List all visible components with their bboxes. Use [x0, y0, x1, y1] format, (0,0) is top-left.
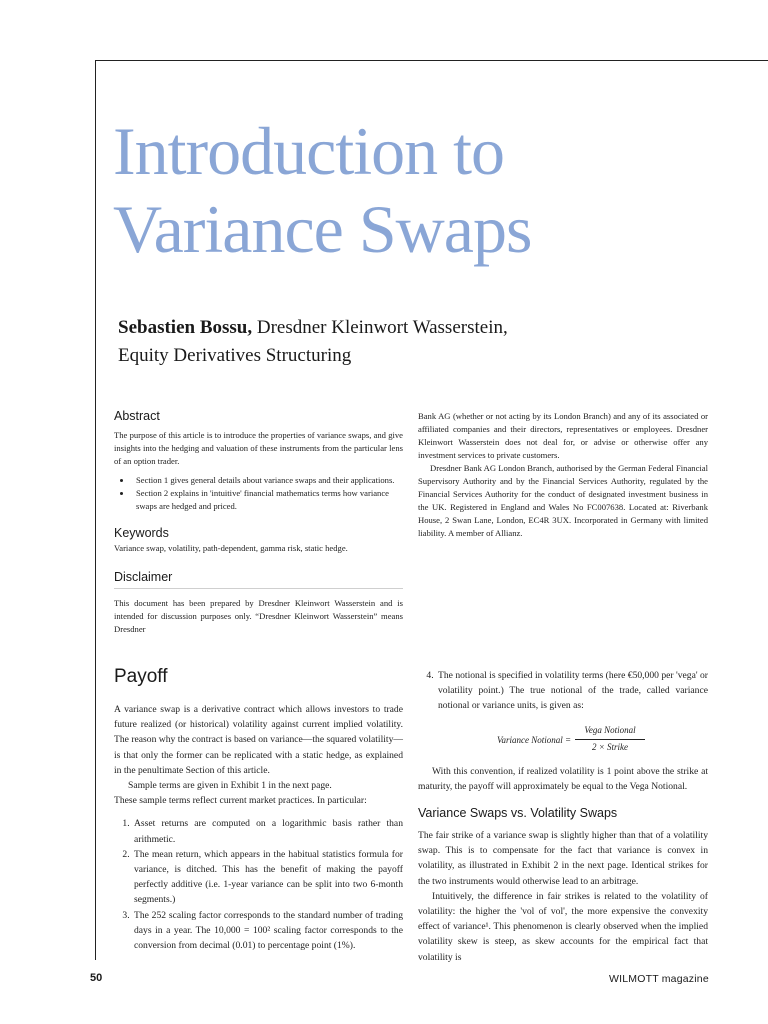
front-matter-left [114, 410, 403, 636]
after-formula-block [418, 764, 708, 794]
vs-section-body [418, 828, 708, 965]
vs-section-heading: Variance Swaps vs. Volatility Swaps [418, 806, 618, 820]
payoff-paragraph-1: A variance swap is a derivative contract which allows investors to trade future realized (or historical) volatility against current implied volatility. The reason why the contract is based on variance—the squared volatility—is that only the former can be replicated with a static hedge, as explained in the penultimate Section of this article. [114, 704, 403, 776]
keywords-text: Variance swap, volatility, path-dependent, gamma risk, static hedge. [114, 543, 348, 553]
disclaimer-heading: Disclaimer [114, 571, 403, 589]
formula-numerator: Vega Notional [584, 725, 636, 735]
payoff-list-item: 4. The notional is specified in volatility terms (here €50,000 per 'vega' or volatility point.) The true notional of the trade, called variance notional or variance units, is given as: [436, 668, 708, 714]
payoff-paragraph-2: Sample terms are given in Exhibit 1 in the next page. [128, 780, 332, 792]
frame-left-rule [95, 60, 96, 960]
page-number: 50 [90, 972, 103, 984]
formula-denominator: 2 × Strike [591, 742, 629, 752]
abstract-bullet: • Section 2 explains in 'intuitive' financial mathematics terms how variance swaps are hedged and priced. [132, 487, 403, 513]
title-line-2: Variance Swaps [113, 191, 532, 267]
author-block [118, 314, 678, 370]
magazine-name: WILMOTT magazine [609, 973, 709, 985]
disclaimer-paragraph-2: Dresdner Bank AG London Branch, authorised by the German Federal Financial Supervisory Authority and by the Financial Services Authority, regulated by the Financial Services Authority for the conduct of designated investment business in the UK. Registered in England and Wales No FC007638. Located at: Riverbank House, 2 Swan Lane, London, EC4R 3UX. Incorporated in Germany with limited liability. A member of Allianz. [418, 463, 708, 538]
payoff-list-item: 3. The 252 scaling factor corresponds to the standard number of trading days in a year. The 10,000 = 100² scaling factor corresponds to the conversion from decimal (0.01) to percentage point (1%). [132, 908, 403, 954]
payoff-right-column [418, 668, 708, 714]
disclaimer-text: This document has been prepared by Dresdner Kleinwort Wasserstein and is intended for discussion purposes only. “Dresdner Kleinwort Wasserstein” means Dresdner [114, 598, 403, 634]
payoff-list [114, 816, 403, 953]
variance-notional-formula [497, 725, 647, 755]
payoff-left-column [114, 702, 403, 953]
keywords-heading: Keywords [114, 526, 169, 540]
author-name: Sebastien Bossu, [118, 317, 253, 338]
after-formula-text: With this convention, if realized volatility is 1 point above the strike at maturity, the payoff will approximately be equal to the Vega Notional. [418, 766, 708, 793]
vs-paragraph-2: Intuitively, the difference in fair strikes is related to the volatility of volatility: the higher the 'vol of vol', the more expensive the convexity effect of variance¹. This phenomenon is clearly observed when the implied volatility skew is steep, as skew accounts for the empirical fact that volatility is [418, 890, 708, 963]
disclaimer-continued: Bank AG (whether or not acting by its London Branch) and any of its associated or affiliated companies and their directors, representatives or employees. Dresdner Kleinwort Wasserstein does not deal for, or advise or otherwise offer any investment services to private customers. [418, 411, 708, 460]
payoff-heading: Payoff [114, 666, 168, 687]
abstract-bullet: • Section 1 gives general details about variance swaps and their applications. [132, 474, 403, 487]
author-department: Equity Derivatives Structuring [118, 345, 352, 366]
formula-fraction-bar [575, 739, 645, 740]
abstract-bullets [114, 474, 403, 513]
title-line-1: Introduction to [113, 113, 505, 189]
payoff-list-continued [418, 668, 708, 714]
frame-top-rule [95, 60, 768, 61]
author-affiliation: Dresdner Kleinwort Wasserstein, [252, 317, 508, 338]
payoff-list-item: 1. Asset returns are computed on a logarithmic basis rather than arithmetic. [132, 816, 403, 846]
article-title [113, 112, 713, 268]
formula-lhs: Variance Notional = [497, 735, 572, 745]
abstract-heading: Abstract [114, 409, 160, 423]
payoff-paragraph-3: These sample terms reflect current market practices. In particular: [114, 795, 367, 807]
abstract-text: The purpose of this article is to introduce the properties of variance swaps, and give insights into the hedging and valuation of these instruments from the particular lens of an option trader. [114, 430, 403, 466]
vs-paragraph-1: The fair strike of a variance swap is slightly higher than that of a volatility swap. This is to compensate for the fact that variance is convex in volatility, as illustrated in Exhibit 2 in the next page. Identical strikes for the two instruments would otherwise lead to an arbitrage. [418, 830, 708, 887]
front-matter-right [418, 410, 708, 540]
payoff-list-item: 2. The mean return, which appears in the habitual statistics formula for variance, is ditched. This has the benefit of making the payoff perfectly additive (i.e. 1-year variance can be split into two 6-month segments.) [132, 847, 403, 908]
